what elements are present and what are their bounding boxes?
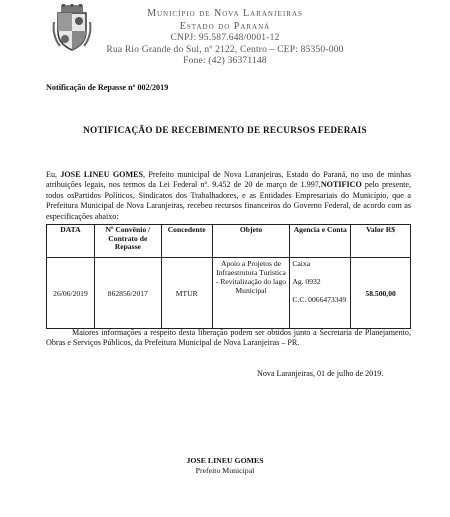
cell-valor: 58.500,00 [351,258,411,329]
cell-convenio: 862856/2017 [94,258,161,329]
letterhead-phone: Fone: (42) 36371148 [183,56,267,66]
signature-role: Prefeito Municipal [195,466,255,475]
document-date: Nova Laranjeiras, 01 de julho de 2019. [257,369,384,378]
table-row [47,258,411,329]
intro-text-2: , Prefeito municipal de Nova Laranjeiras, Estado do Paraná, no uso de minhas atribuições legais, nos termos da Lei Federal nº. 9.452 de 20 de março de 1.997, [46,170,411,190]
intro-text-3: pelo presente, todos osPartidos Políticos, Sindicatos dos Trabalhadores, e as Entidades Empresariais do Município, que a Prefeitura Municipal de Nova Laranjeiras, recebeu recursos financeiros do Governo Federal, de acordo com as especificações abaixo: [46,180,411,221]
header-convenio: Nº Convênio / Contrato de Repasse [94,225,161,258]
bank-name: Caixa [292,259,311,268]
cell-data: 26/06/2019 [47,258,95,329]
cell-concedente: MTUR [161,258,212,329]
cell-agencia [290,258,351,329]
closing-paragraph: Maiores informações a respeito desta liberação podem ser obtidos junto a Secretaria de Planejamento, Obras e Serviços Públicos, da Prefeitura Municipal de Nova Laranjeiras – PR. [46,328,411,348]
letterhead-state: Estado do Paraná [179,21,271,32]
table-header-row [47,225,411,258]
letterhead-municipality: Município de Nova Laranjeiras [147,8,303,19]
header-concedente: Concedente [161,225,212,258]
letterhead-address: Rua Rio Grande do Sul, nº 2122, Centro – CEP: 85350-000 [106,45,344,55]
repasse-table [46,224,411,329]
intro-text-1: Eu, [46,170,61,179]
intro-paragraph [46,170,411,222]
header-valor: Valor R$ [351,225,411,258]
cell-objeto: Apoio a Projetos de Infraestrutura Turística - Revitalização do lago Municipal [212,258,290,329]
reference-number: Notificação de Repasse nº 002/2019 [46,83,169,92]
signature-name: JOSE LINEU GOMES [186,456,264,465]
document-title: NOTIFICAÇÃO DE RECEBIMENTO DE RECURSOS FEDERAIS [83,125,367,135]
agency-number: Ag. 0932 [292,277,321,286]
intro-keyword: NOTIFICO [320,180,362,190]
letterhead-cnpj: CNPJ: 95.587.648/0001-12 [170,33,280,43]
header-data: DATA [47,225,95,258]
header-objeto: Objeto [212,225,290,258]
intro-name: JOSE LINEU GOMES [60,170,143,179]
account-number: C.C. 0066473349 [292,295,347,304]
header-agencia: Agencia e Conta [290,225,351,258]
